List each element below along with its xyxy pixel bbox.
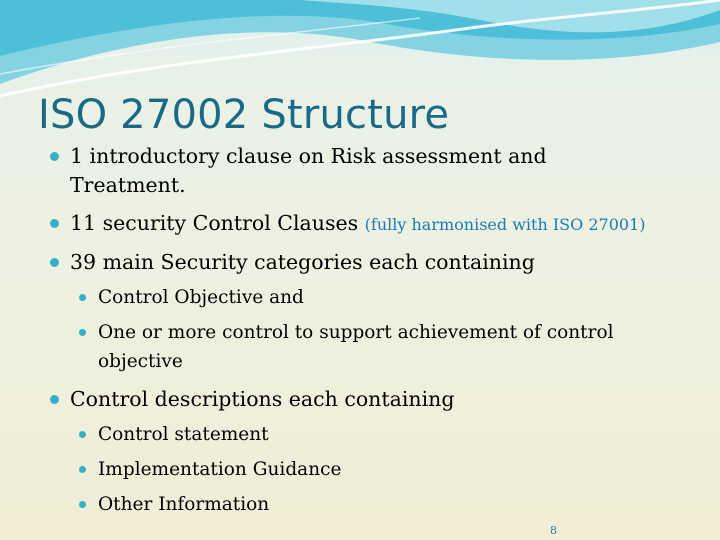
sub-bullet-dot-icon [79,466,86,473]
page-number: 8 [550,524,557,537]
bullet-text: 11 security Control Clauses [70,211,365,235]
sub-bullet-text: Control Objective and [98,287,304,308]
bullet-item [50,209,650,239]
bullet-item [50,385,650,414]
bullet-list [50,142,650,519]
sub-bullet-dot-icon [79,501,86,508]
sub-bullet-item [50,283,650,312]
bullet-item [50,142,650,200]
sub-bullet-dot-icon [79,329,86,336]
sub-bullet-item [50,455,650,484]
bullet-note: (fully harmonised with ISO 27001) [364,215,646,234]
sub-bullet-text: One or more control to support achievement of control objective [98,322,614,372]
bullet-item [50,248,650,277]
slide-title: ISO 27002 Structure [38,92,450,138]
bullet-text: 1 introductory clause on Risk assessment and Treatment. [70,144,547,197]
bullet-dot-icon [50,152,59,161]
sub-bullet-text: Implementation Guidance [98,459,342,480]
bullet-dot-icon [50,395,59,404]
sub-bullet-item [50,420,650,449]
sub-bullet-dot-icon [79,431,86,438]
sub-bullet-text: Other Information [98,494,270,515]
sub-bullet-item [50,490,650,519]
bullet-text: Control descriptions each containing [70,387,455,411]
sub-bullet-text: Control statement [98,424,269,445]
sub-bullet-item [50,318,650,376]
bullet-dot-icon [50,258,59,267]
bullet-text: 39 main Security categories each containing [70,250,535,274]
bullet-dot-icon [50,219,59,228]
sub-bullet-dot-icon [79,294,86,301]
